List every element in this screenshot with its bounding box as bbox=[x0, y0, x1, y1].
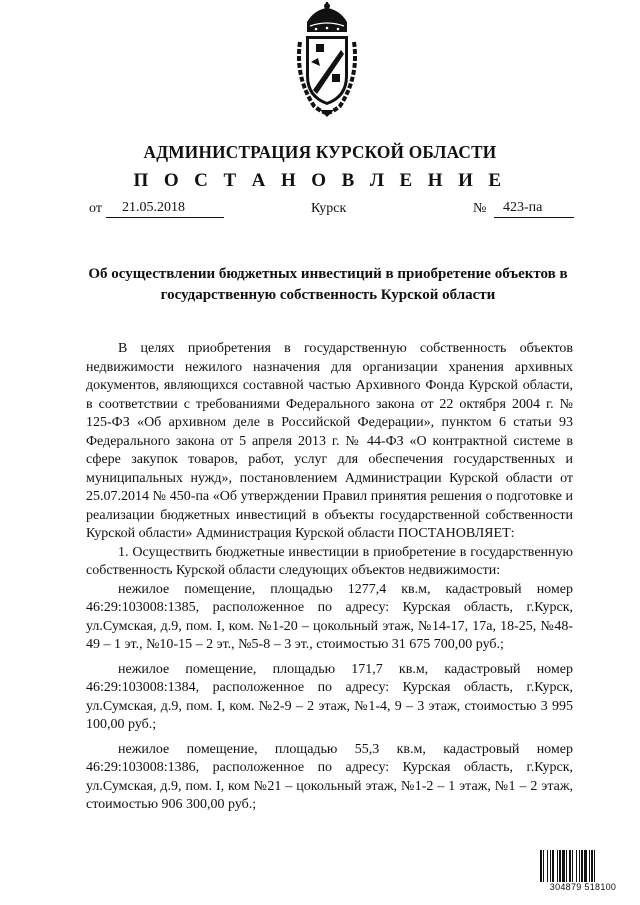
barcode-bar bbox=[547, 850, 548, 882]
barcode-bar bbox=[581, 850, 583, 882]
coat-of-arms-icon bbox=[294, 2, 360, 118]
document-number: 423-па bbox=[503, 200, 543, 215]
barcode-bar bbox=[540, 850, 542, 882]
barcode-bar bbox=[579, 850, 580, 882]
document-subject bbox=[56, 264, 600, 306]
document-date: 21.05.2018 bbox=[122, 200, 185, 215]
property-3-paragraph: нежилое помещение, площадью 55,3 кв.м, кадастровый номер 46:29:103008:1386, расположенное по адресу: Курская область, г.Курск, ул.Сумская, д.9, пом. I, ком №21 – цокольный этаж, №1-2 – 1 этаж, №1 – 2 этаж, стоимостью 906 300,00 руб.; bbox=[86, 741, 573, 812]
barcode-bar bbox=[550, 850, 551, 882]
barcode-bar bbox=[591, 850, 593, 882]
property-2-paragraph: нежилое помещение, площадью 171,7 кв.м, кадастровый номер 46:29:103008:1384, расположенное по адресу: Курская область, г.Курск, ул.Сумская, д.9, пом. I, ком. №2-9 – 2 этаж, №1-4, 9 – 3 этаж, стоимостью 3 995 100,00 руб.; bbox=[86, 661, 573, 732]
document-body bbox=[86, 340, 573, 815]
document-type-title: П О С Т А Н О В Л Е Н И Е bbox=[133, 170, 507, 191]
barcode-bar bbox=[594, 850, 595, 882]
subject-line-1: Об осуществлении бюджетных инвестиций в приобретение объектов в bbox=[88, 266, 568, 282]
barcode-bar bbox=[562, 850, 565, 882]
barcode-icon bbox=[539, 850, 627, 882]
barcode-bar bbox=[584, 850, 587, 882]
barcode-bar bbox=[559, 850, 561, 882]
number-label: № bbox=[473, 201, 487, 216]
barcode-bar bbox=[572, 850, 573, 882]
item-1-paragraph: 1. Осуществить бюджетные инвестиции в приобретение в государственную собственность Курской области следующих объектов недвижимости: bbox=[86, 544, 573, 578]
barcode-bar bbox=[557, 850, 558, 882]
barcode-bar bbox=[543, 850, 544, 882]
barcode-bar bbox=[576, 850, 577, 882]
barcode-bar bbox=[589, 850, 590, 882]
city-name: Курск bbox=[311, 201, 347, 216]
preamble-paragraph: В целях приобретения в государственную собственность объектов недвижимости нежилого назначения для организации хранения архивных документов, являющихся составной частью Архивного Фонда Курской области, в соответствии с требованиями Федерального закона от 22 октября 2004 г. № 125-ФЗ «Об архивном деле в Российской Федерации», пунктом 6 статьи 93 Федерального закона от 5 апреля 2013 г. № 44-ФЗ «О контрактной системе в сфере закупок товаров, работ, услуг для обеспечения государственных и муниципальных нужд», постановлением Администрации Курской области от 25.07.2014 № 450-па «Об утверждении Правил принятия решения о подготовке и реализации бюджетных инвестиций в объекты государственной собственности Курской области» Администрация Курской области ПОСТАНОВЛЯЕТ: bbox=[86, 341, 573, 541]
barcode-bar bbox=[552, 850, 554, 882]
barcode-bar bbox=[569, 850, 571, 882]
organization-title: АДМИНИСТРАЦИЯ КУРСКОЙ ОБЛАСТИ bbox=[143, 142, 497, 162]
subject-line-2: государственную собственность Курской области bbox=[160, 287, 496, 303]
barcode-number: 304879 518100 bbox=[549, 882, 617, 892]
property-1-paragraph: нежилое помещение, площадью 1277,4 кв.м, кадастровый номер 46:29:103008:1385, расположенное по адресу: Курская область, г.Курск, ул.Сумская, д.9, пом. I, ком. №1-20 – цокольный этаж, №14-17, 17а, 18-25, №48-49 – 1 эт., №10-15 – 2 эт., №5-8 – 3 эт., стоимостью 31 675 700,00 руб.; bbox=[86, 581, 573, 652]
date-label: от bbox=[89, 201, 102, 216]
barcode-bar bbox=[566, 850, 567, 882]
barcode bbox=[539, 850, 627, 892]
